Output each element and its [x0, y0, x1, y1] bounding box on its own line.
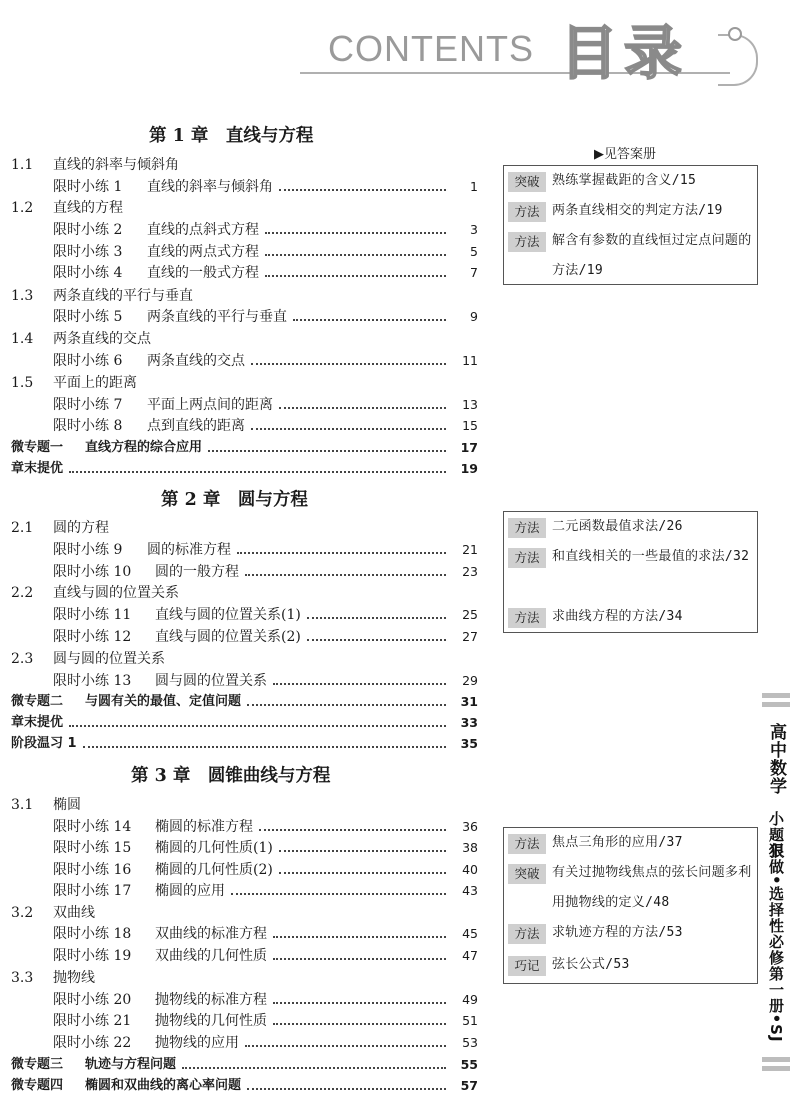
contents-heading: CONTENTS: [328, 28, 534, 69]
toc-entry-row[interactable]: [0, 306, 480, 328]
leader-dots: [279, 872, 446, 874]
special-label: 阶段温习 1: [11, 736, 77, 751]
page-number: 23: [462, 564, 478, 579]
toc-entry-row[interactable]: [0, 241, 480, 263]
toc-entry-row[interactable]: [0, 1032, 480, 1054]
tip-text: 有关过抛物线焦点的弦长问题多利用抛物线的定义/48: [552, 865, 752, 910]
section-title: 直线的斜率与倾斜角: [53, 157, 179, 173]
page-number: 15: [462, 418, 478, 433]
entry-label: 限时小练 11: [53, 607, 132, 623]
entry-title: 圆与圆的位置关系: [155, 673, 267, 689]
entry-label: 限时小练 12: [53, 629, 132, 645]
entry-title: 双曲线的几何性质: [155, 948, 267, 964]
section-number: 1.5: [11, 375, 34, 391]
tip-tag: 方法: [508, 924, 546, 944]
section-title: 直线的方程: [53, 200, 123, 216]
page-number: 47: [462, 948, 478, 963]
chapter-1-title: 第 1 章 直线与方程: [149, 126, 314, 146]
entry-title: 两条直线的平行与垂直: [147, 309, 287, 325]
entry-title: 两条直线的交点: [147, 353, 245, 369]
leader-dots: [247, 704, 446, 706]
page-number: 53: [462, 1035, 478, 1050]
leader-dots: [259, 829, 446, 831]
leader-dots: [251, 363, 446, 365]
section-number: 1.4: [11, 331, 34, 347]
header-hook-decoration: [718, 34, 758, 86]
section-number: 3.3: [11, 970, 34, 986]
section-title: 椭圆: [53, 797, 81, 813]
entry-title: 点到直线的距离: [147, 418, 245, 434]
section-number: 2.3: [11, 651, 34, 667]
side-tab-bars-bottom: [762, 1057, 790, 1075]
toc-entry-row[interactable]: [0, 626, 480, 648]
leader-dots: [293, 319, 446, 321]
leader-dots: [265, 232, 446, 234]
leader-dots: [265, 275, 446, 277]
leader-dots: [273, 1023, 446, 1025]
toc-entry-row[interactable]: [0, 945, 480, 967]
chapter-3-tips-box: [503, 827, 758, 984]
section-number: 1.1: [11, 157, 34, 173]
page-number: 25: [462, 607, 478, 622]
page-number: 3: [470, 222, 478, 237]
entry-title: 直线的点斜式方程: [147, 222, 259, 238]
section-row: [0, 902, 480, 924]
section-number: 3.1: [11, 797, 34, 813]
entry-label: 限时小练 8: [53, 418, 123, 434]
entry-label: 限时小练 5: [53, 309, 123, 325]
leader-dots: [245, 1045, 446, 1047]
page-header: [0, 0, 790, 110]
page-number: 7: [470, 265, 478, 280]
toc-entry-row[interactable]: [0, 1010, 480, 1032]
special-title: 直线方程的综合应用: [85, 440, 203, 455]
section-row: [0, 328, 480, 350]
special-label: 章末提优: [11, 715, 64, 730]
leader-dots: [273, 958, 446, 960]
entry-title: 圆的一般方程: [155, 564, 239, 580]
entry-title: 椭圆的几何性质(1): [155, 840, 273, 856]
side-tab: [762, 693, 790, 1077]
toc-entry-row[interactable]: [0, 837, 480, 859]
special-label: 微专题一: [11, 440, 64, 455]
leader-dots: [69, 471, 446, 473]
page-number: 38: [462, 840, 478, 855]
entry-label: 限时小练 10: [53, 564, 132, 580]
entry-label: 限时小练 7: [53, 397, 123, 413]
page-number: 51: [462, 1013, 478, 1028]
section-title: 圆的方程: [53, 520, 109, 536]
tip-tag: 突破: [508, 172, 546, 192]
toc-entry-row[interactable]: [0, 923, 480, 945]
leader-dots: [245, 574, 446, 576]
leader-dots: [273, 1002, 446, 1004]
special-title: 与圆有关的最值、定值问题: [85, 694, 242, 709]
page-number: 43: [462, 883, 478, 898]
tip-tag: 方法: [508, 518, 546, 538]
page-number: 19: [460, 461, 478, 476]
page-number: 13: [462, 397, 478, 412]
entry-label: 限时小练 17: [53, 883, 132, 899]
toc-entry-row[interactable]: [0, 262, 480, 284]
page-number: 11: [462, 353, 478, 368]
leader-dots: [279, 850, 446, 852]
special-entry-row[interactable]: [0, 437, 480, 459]
leader-dots: [307, 639, 446, 641]
toc-entry-row[interactable]: [0, 176, 480, 198]
page-number: 9: [470, 309, 478, 324]
entry-title: 圆的标准方程: [147, 542, 231, 558]
section-number: 3.2: [11, 905, 34, 921]
tip-text: 弦长公式/53: [552, 957, 630, 972]
entry-label: 限时小练 6: [53, 353, 123, 369]
tip-tag: 方法: [508, 548, 546, 568]
section-row: [0, 517, 480, 539]
leader-dots: [208, 450, 446, 452]
entry-title: 椭圆的几何性质(2): [155, 862, 273, 878]
toc-entry-row[interactable]: [0, 859, 480, 881]
page-number: 55: [460, 1057, 478, 1072]
leader-dots: [69, 725, 446, 727]
section-title: 双曲线: [53, 905, 95, 921]
section-row: [0, 648, 480, 670]
toc-entry-row[interactable]: [0, 394, 480, 416]
chapter-2-title: 第 2 章 圆与方程: [161, 490, 308, 510]
leader-dots: [279, 407, 446, 409]
page-number: 5: [470, 244, 478, 259]
page-number: 36: [462, 819, 478, 834]
tip-tag: 方法: [508, 232, 546, 252]
entry-title: 直线的两点式方程: [147, 244, 259, 260]
section-row: [0, 372, 480, 394]
entry-label: 限时小练 1: [53, 179, 123, 195]
entry-label: 限时小练 9: [53, 542, 123, 558]
section-title: 直线与圆的位置关系: [53, 585, 179, 601]
special-entry-row[interactable]: [0, 1075, 480, 1097]
leader-dots: [279, 189, 446, 191]
toc-entry-row[interactable]: [0, 989, 480, 1011]
section-row: [0, 197, 480, 219]
special-label: 章末提优: [11, 461, 64, 476]
leader-dots: [265, 254, 446, 256]
section-title: 两条直线的平行与垂直: [53, 288, 193, 304]
toc-entry-row[interactable]: [0, 539, 480, 561]
leader-dots: [231, 893, 446, 895]
section-row: [0, 794, 480, 816]
leader-dots: [182, 1067, 446, 1069]
page-number: 31: [460, 694, 478, 709]
toc-entry-row[interactable]: [0, 604, 480, 626]
page-number: 21: [462, 542, 478, 557]
tip-text: 两条直线相交的判定方法/19: [552, 203, 723, 218]
tip-tag: 巧记: [508, 956, 546, 976]
entry-label: 限时小练 16: [53, 862, 132, 878]
entry-title: 直线与圆的位置关系(1): [155, 607, 301, 623]
tip-text: 求轨迹方程的方法/53: [552, 925, 683, 940]
toc-entry-row[interactable]: [0, 415, 480, 437]
section-number: 1.3: [11, 288, 34, 304]
section-number: 2.1: [11, 520, 34, 536]
entry-title: 抛物线的标准方程: [155, 992, 267, 1008]
chapter-2-tips-box: [503, 511, 758, 633]
tip-text: 解含有参数的直线恒过定点问题的方法/19: [552, 233, 752, 278]
entry-label: 限时小练 15: [53, 840, 132, 856]
leader-dots: [83, 746, 446, 748]
special-entry-row[interactable]: [0, 1054, 480, 1076]
entry-label: 限时小练 2: [53, 222, 123, 238]
chapter-1-tips-box: [503, 165, 758, 285]
page-number: 40: [462, 862, 478, 877]
entry-title: 抛物线的几何性质: [155, 1013, 267, 1029]
tip-tag: 突破: [508, 864, 546, 884]
leader-dots: [251, 428, 446, 430]
special-title: 椭圆和双曲线的离心率问题: [85, 1078, 242, 1093]
toc-entry-row[interactable]: [0, 880, 480, 902]
entry-title: 直线的斜率与倾斜角: [147, 179, 273, 195]
page-number: 45: [462, 926, 478, 941]
section-number: 2.2: [11, 585, 34, 601]
page-number: 27: [462, 629, 478, 644]
section-row: [0, 285, 480, 307]
entry-title: 抛物线的应用: [155, 1035, 239, 1051]
leader-dots: [237, 552, 446, 554]
entry-label: 限时小练 22: [53, 1035, 132, 1051]
tip-text: 求曲线方程的方法/34: [552, 609, 683, 624]
header-ring-decoration: [728, 27, 742, 41]
toc-entry-row[interactable]: [0, 350, 480, 372]
page-number: 35: [460, 736, 478, 751]
toc-entry-row[interactable]: [0, 816, 480, 838]
special-entry-row[interactable]: [0, 712, 480, 734]
entry-label: 限时小练 19: [53, 948, 132, 964]
section-title: 圆与圆的位置关系: [53, 651, 165, 667]
page-number: 1: [470, 179, 478, 194]
tip-tag: 方法: [508, 608, 546, 628]
tip-text: 二元函数最值求法/26: [552, 519, 683, 534]
leader-dots: [307, 617, 446, 619]
tip-text: 和直线相关的一些最值的求法/32: [552, 549, 750, 564]
special-entry-row[interactable]: [0, 733, 480, 755]
leader-dots: [273, 683, 446, 685]
section-row: [0, 154, 480, 176]
section-number: 1.2: [11, 200, 34, 216]
page-number: 49: [462, 992, 478, 1007]
side-tab-bars-top: [762, 693, 790, 711]
special-label: 微专题二: [11, 694, 64, 709]
page-number: 57: [460, 1078, 478, 1093]
entry-label: 限时小练 4: [53, 265, 123, 281]
tip-tag: 方法: [508, 834, 546, 854]
entry-title: 平面上两点间的距离: [147, 397, 273, 413]
entry-label: 限时小练 20: [53, 992, 132, 1008]
entry-title: 椭圆的标准方程: [155, 819, 253, 835]
tip-text: 焦点三角形的应用/37: [552, 835, 683, 850]
special-entry-row[interactable]: [0, 458, 480, 480]
special-label: 微专题三: [11, 1057, 64, 1072]
section-title: 平面上的距离: [53, 375, 137, 391]
entry-label: 限时小练 13: [53, 673, 132, 689]
special-label: 微专题四: [11, 1078, 64, 1093]
page-number: 17: [460, 440, 478, 455]
section-title: 两条直线的交点: [53, 331, 151, 347]
page-number: 29: [462, 673, 478, 688]
entry-label: 限时小练 14: [53, 819, 132, 835]
chapter-3-title: 第 3 章 圆锥曲线与方程: [131, 766, 331, 786]
entry-title: 双曲线的标准方程: [155, 926, 267, 942]
entry-label: 限时小练 21: [53, 1013, 132, 1029]
tip-text: 熟练掌握截距的含义/15: [552, 173, 697, 188]
toc-entry-row[interactable]: [0, 670, 480, 692]
entry-title: 椭圆的应用: [155, 883, 225, 899]
tip-tag: 方法: [508, 202, 546, 222]
leader-dots: [273, 936, 446, 938]
entry-title: 直线的一般式方程: [147, 265, 259, 281]
section-row: [0, 582, 480, 604]
mulu-heading: 目录: [560, 19, 689, 87]
special-entry-row[interactable]: [0, 691, 480, 713]
special-title: 轨迹与方程问题: [85, 1057, 177, 1072]
entry-label: 限时小练 18: [53, 926, 132, 942]
leader-dots: [247, 1088, 446, 1090]
entry-label: 限时小练 3: [53, 244, 123, 260]
section-title: 抛物线: [53, 970, 95, 986]
side-tab-title: 高中数学 小题狠做•选择性必修第一册•SJ: [766, 723, 786, 1043]
toc-entry-row[interactable]: [0, 561, 480, 583]
entry-title: 直线与圆的位置关系(2): [155, 629, 301, 645]
toc-entry-row[interactable]: [0, 219, 480, 241]
see-answer-note: ▶见答案册: [594, 147, 656, 162]
section-row: [0, 967, 480, 989]
page-number: 33: [460, 715, 478, 730]
